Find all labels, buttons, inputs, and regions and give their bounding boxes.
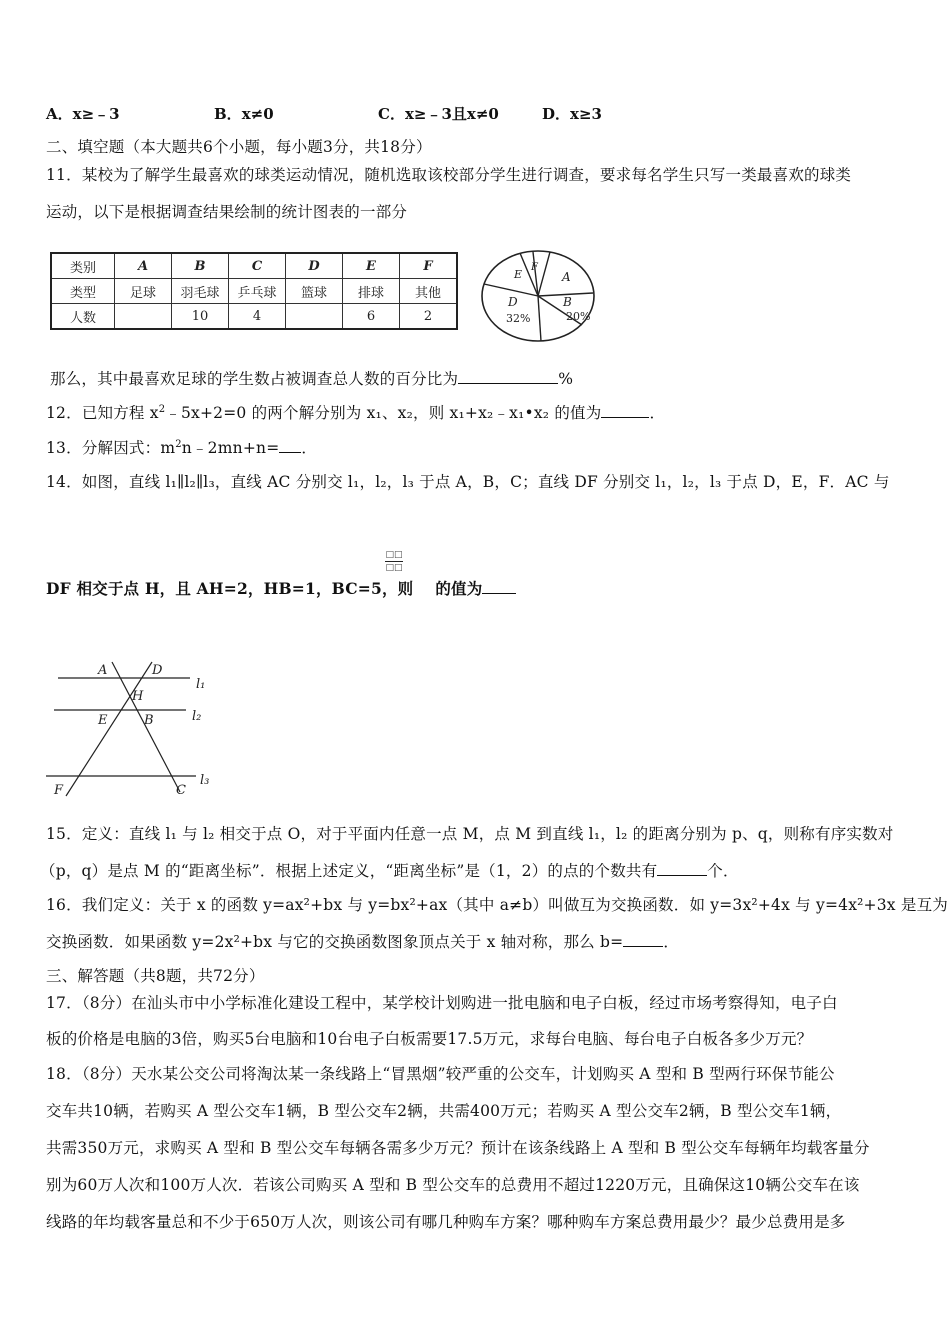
q11-line2: 运动，以下是根据调查结果绘制的统计图表的一部分: [46, 203, 408, 221]
pie-label-d: D: [508, 295, 518, 309]
table-cell: D: [286, 253, 343, 279]
table-row-type: [51, 279, 457, 304]
q11-question: 那么，其中最喜欢足球的学生数占被调查总人数的百分比为 %: [50, 370, 574, 388]
answer-blank[interactable]: [657, 861, 707, 876]
answer-blank[interactable]: [279, 438, 301, 453]
table-cell: 10: [172, 304, 229, 330]
choice-c: C．x≥﹣3且x≠0: [378, 105, 499, 123]
q17-line2: 板的价格是电脑的3倍，购买5台电脑和10台电子白板需要17.5万元，求每台电脑、每台电子白板各多少万元？: [46, 1030, 813, 1048]
table-cell: 6: [343, 304, 400, 330]
q18-line1: 18．（8分）天水某公交公司将淘汰某一条线路上“冒黑烟”较严重的公交车，计划购买 A 型和 B 型两行环保节能公: [46, 1065, 835, 1083]
table-cell: C: [229, 253, 286, 279]
point-d: D: [152, 663, 163, 678]
q18-line3: 共需350万元，求购买 A 型和 B 型公交车每辆各需多少万元？预计在该条线路上 A 型和 B 型公交车每辆年均载客量分: [46, 1139, 870, 1157]
q12: 12．已知方程 $x^2﹣5x+2=0$ 的两个解分别为 x₁、x₂，则 x₁+x₂﹣x₁•x₂ 的值为 ．: [46, 403, 666, 422]
point-b: B: [144, 713, 154, 728]
table-cell: F: [400, 253, 458, 279]
q18-line2: 交车共10辆，若购买 A 型公交车1辆，B 型公交车2辆，共需400万元；若购买 A 型公交车2辆，B 型公交车1辆，: [46, 1102, 842, 1120]
parallel-lines-figure: [40, 650, 230, 810]
answer-blank[interactable]: [601, 403, 649, 418]
q15-line2: （p，q）是点 M 的“距离坐标”．根据上述定义，“距离坐标”是（1，2）的点的个数共有 个．: [40, 862, 739, 880]
table-cell: E: [343, 253, 400, 279]
q16-line1: 16．我们定义：关于 x 的函数 y=ax²+bx 与 y=bx²+ax（其中 a≠b）叫做互为交换函数．如 y=3x²+4x 与 y=4x²+3x 是互为: [46, 896, 948, 914]
line-l3: l₃: [200, 773, 210, 788]
q16-line2: 交换函数．如果函数 y=2x²+bx 与它的交换函数图象顶点关于 x 轴对称，那么 b= ．: [46, 933, 680, 951]
q18-line4: 别为60万人次和100万人次．若该公司购买 A 型和 B 型公交车的总费用不超过1220万元，且确保这10辆公交车在该: [46, 1176, 860, 1194]
q11-line1: 11．某校为了解学生最喜欢的球类运动情况，随机选取该校部分学生进行调查，要求每名学生只写一类最喜欢的球类: [46, 166, 852, 184]
pie-label-b-percent: 20%: [566, 310, 591, 323]
table-cell: 4: [229, 304, 286, 330]
table-cell: 足球: [115, 279, 172, 304]
table-cell: A: [115, 253, 172, 279]
table-cell: B: [172, 253, 229, 279]
row-header: 类别: [51, 253, 115, 279]
pie-label-e: E: [514, 268, 523, 281]
pie-label-b: B: [563, 295, 572, 309]
stats-table: [50, 252, 458, 330]
table-cell: 羽毛球: [172, 279, 229, 304]
row-header: 类型: [51, 279, 115, 304]
section-heading-fill-in: 二、填空题（本大题共6个小题，每小题3分，共18分）: [46, 138, 432, 156]
q18-line5: 线路的年均载客量总和不少于650万人次，则该公司有哪几种购车方案？哪种购车方案总费用最少？最少总费用是多: [46, 1213, 846, 1231]
table-row-count: [51, 304, 457, 330]
pie-label-a: A: [562, 270, 571, 284]
table-cell: 篮球: [286, 279, 343, 304]
table-cell: 排球: [343, 279, 400, 304]
q14-line2: DF 相交于点 H，且 AH=2，HB=1，BC=5，则 的值为: [46, 577, 516, 599]
point-h: H: [132, 689, 144, 704]
choice-b: B．x≠0: [214, 105, 274, 123]
point-a: A: [98, 663, 108, 678]
pie-label-f: F: [531, 262, 538, 273]
q13: 13．分解因式：$m^2n﹣2mn+n=$ ．: [46, 438, 318, 457]
table-cell: 其他: [400, 279, 458, 304]
point-f: F: [54, 783, 64, 798]
point-c: C: [176, 783, 186, 798]
row-header: 人数: [51, 304, 115, 330]
section-heading-solve: 三、解答题（共8题，共72分）: [46, 967, 265, 985]
q15-line1: 15．定义：直线 l₁ 与 l₂ 相交于点 O，对于平面内任意一点 M，点 M 到直线 l₁，l₂ 的距离分别为 p、q，则称有序实数对: [46, 825, 894, 843]
line-l1: l₁: [196, 677, 206, 692]
pie-chart: [478, 246, 608, 346]
answer-choices: [46, 103, 646, 123]
table-cell: 乒乓球: [229, 279, 286, 304]
choice-d: D．x≥3: [542, 105, 602, 123]
table-row-category: [51, 253, 457, 279]
answer-blank[interactable]: [458, 369, 558, 384]
point-e: E: [98, 713, 108, 728]
q17-line1: 17．（8分）在汕头市中小学标准化建设工程中，某学校计划购进一批电脑和电子白板，经过市场考察得知，电子白: [46, 994, 838, 1012]
table-cell: [115, 304, 172, 330]
line-l2: l₂: [192, 709, 202, 724]
table-cell: 2: [400, 304, 458, 330]
table-cell: [286, 304, 343, 330]
q14-line1: 14．如图，直线 l₁∥l₂∥l₃，直线 AC 分别交 l₁，l₂，l₃ 于点 A，B，C；直线 DF 分别交 l₁，l₂，l₃ 于点 D，E，F．AC 与: [46, 473, 890, 491]
answer-blank[interactable]: [482, 579, 516, 594]
pie-label-d-percent: 32%: [506, 312, 531, 325]
fraction-placeholder: □□ □□: [385, 550, 403, 573]
answer-blank[interactable]: [623, 932, 663, 947]
choice-a: A．x≥﹣3: [46, 105, 120, 123]
